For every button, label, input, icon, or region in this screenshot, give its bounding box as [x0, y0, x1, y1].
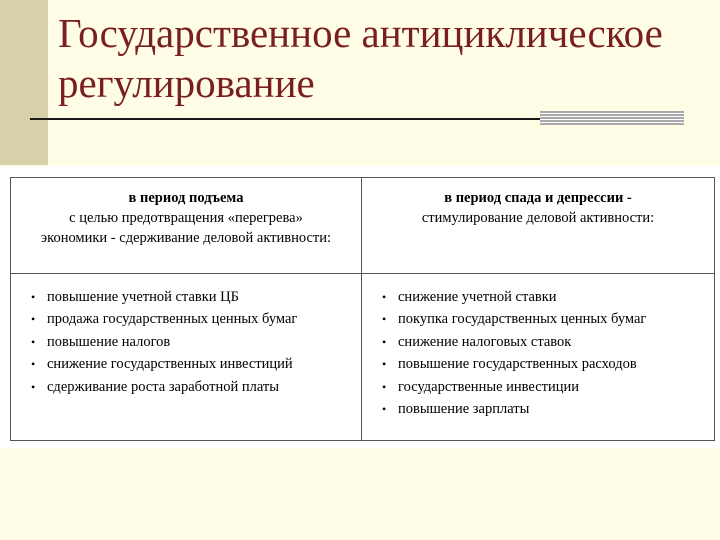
bullet-icon: •	[382, 290, 387, 304]
right-subheading-1: стимулирование деловой активности:	[421, 210, 655, 226]
bullet-icon: •	[382, 334, 387, 349]
slide-title-line-1: Государственное антициклическое	[58, 10, 663, 56]
comparison-table	[10, 177, 715, 441]
table-body-row	[11, 274, 715, 441]
right-measures-list	[362, 286, 714, 420]
right-list-cell	[362, 274, 715, 441]
left-list-cell	[11, 274, 362, 441]
right-heading: в период спада и депрессии -	[444, 190, 632, 206]
bullet-icon: •	[31, 334, 36, 349]
list-item-text: снижение учетной ставки	[398, 289, 557, 305]
list-item	[362, 286, 714, 308]
bullet-icon: •	[382, 312, 387, 327]
list-item	[362, 308, 714, 330]
left-heading: в период подъема	[128, 190, 244, 206]
list-item-text: снижение государственных инвестиций	[47, 356, 293, 373]
list-item-text: государственные инвестиции	[398, 378, 580, 395]
list-item	[11, 331, 361, 353]
table-header-row	[11, 178, 715, 274]
list-item-text: повышение учетной ставки ЦБ	[47, 289, 239, 305]
slide-title	[58, 8, 708, 108]
list-item	[362, 353, 714, 375]
list-item-text: повышение налогов	[47, 333, 171, 350]
left-measures-list	[11, 286, 361, 398]
list-item	[362, 398, 714, 420]
list-item	[11, 308, 361, 330]
bullet-icon: •	[31, 312, 36, 327]
decorative-side-bar	[0, 0, 48, 165]
bullet-icon: •	[382, 379, 387, 394]
table-panel	[0, 166, 720, 448]
bullet-icon: •	[382, 357, 387, 372]
list-item	[11, 286, 361, 308]
list-item-text: покупка государственных ценных бумаг	[398, 311, 647, 328]
slide-title-line-2: регулирование	[58, 60, 315, 106]
list-item	[11, 376, 361, 398]
list-item-text: продажа государственных ценных бумаг	[47, 311, 298, 328]
bullet-icon: •	[31, 379, 36, 394]
bullet-icon: •	[31, 290, 36, 304]
left-subheading-2: экономики - сдерживание деловой активности:	[40, 230, 332, 246]
title-accent-stripes	[540, 111, 684, 125]
list-item-text: сдерживание роста заработной платы	[47, 378, 279, 395]
left-header-cell	[11, 178, 362, 274]
list-item-text: снижение налоговых ставок	[398, 333, 572, 350]
list-item-text: повышение государственных расходов	[398, 356, 637, 373]
bullet-icon: •	[382, 402, 387, 417]
list-item	[11, 353, 361, 375]
title-underline	[30, 118, 540, 120]
list-item-text: повышение зарплаты	[398, 401, 530, 418]
right-header-cell	[362, 178, 715, 274]
list-item	[362, 331, 714, 353]
list-item	[362, 376, 714, 398]
left-subheading-1: с целью предотвращения «перегрева»	[69, 210, 303, 226]
bullet-icon: •	[31, 357, 36, 372]
